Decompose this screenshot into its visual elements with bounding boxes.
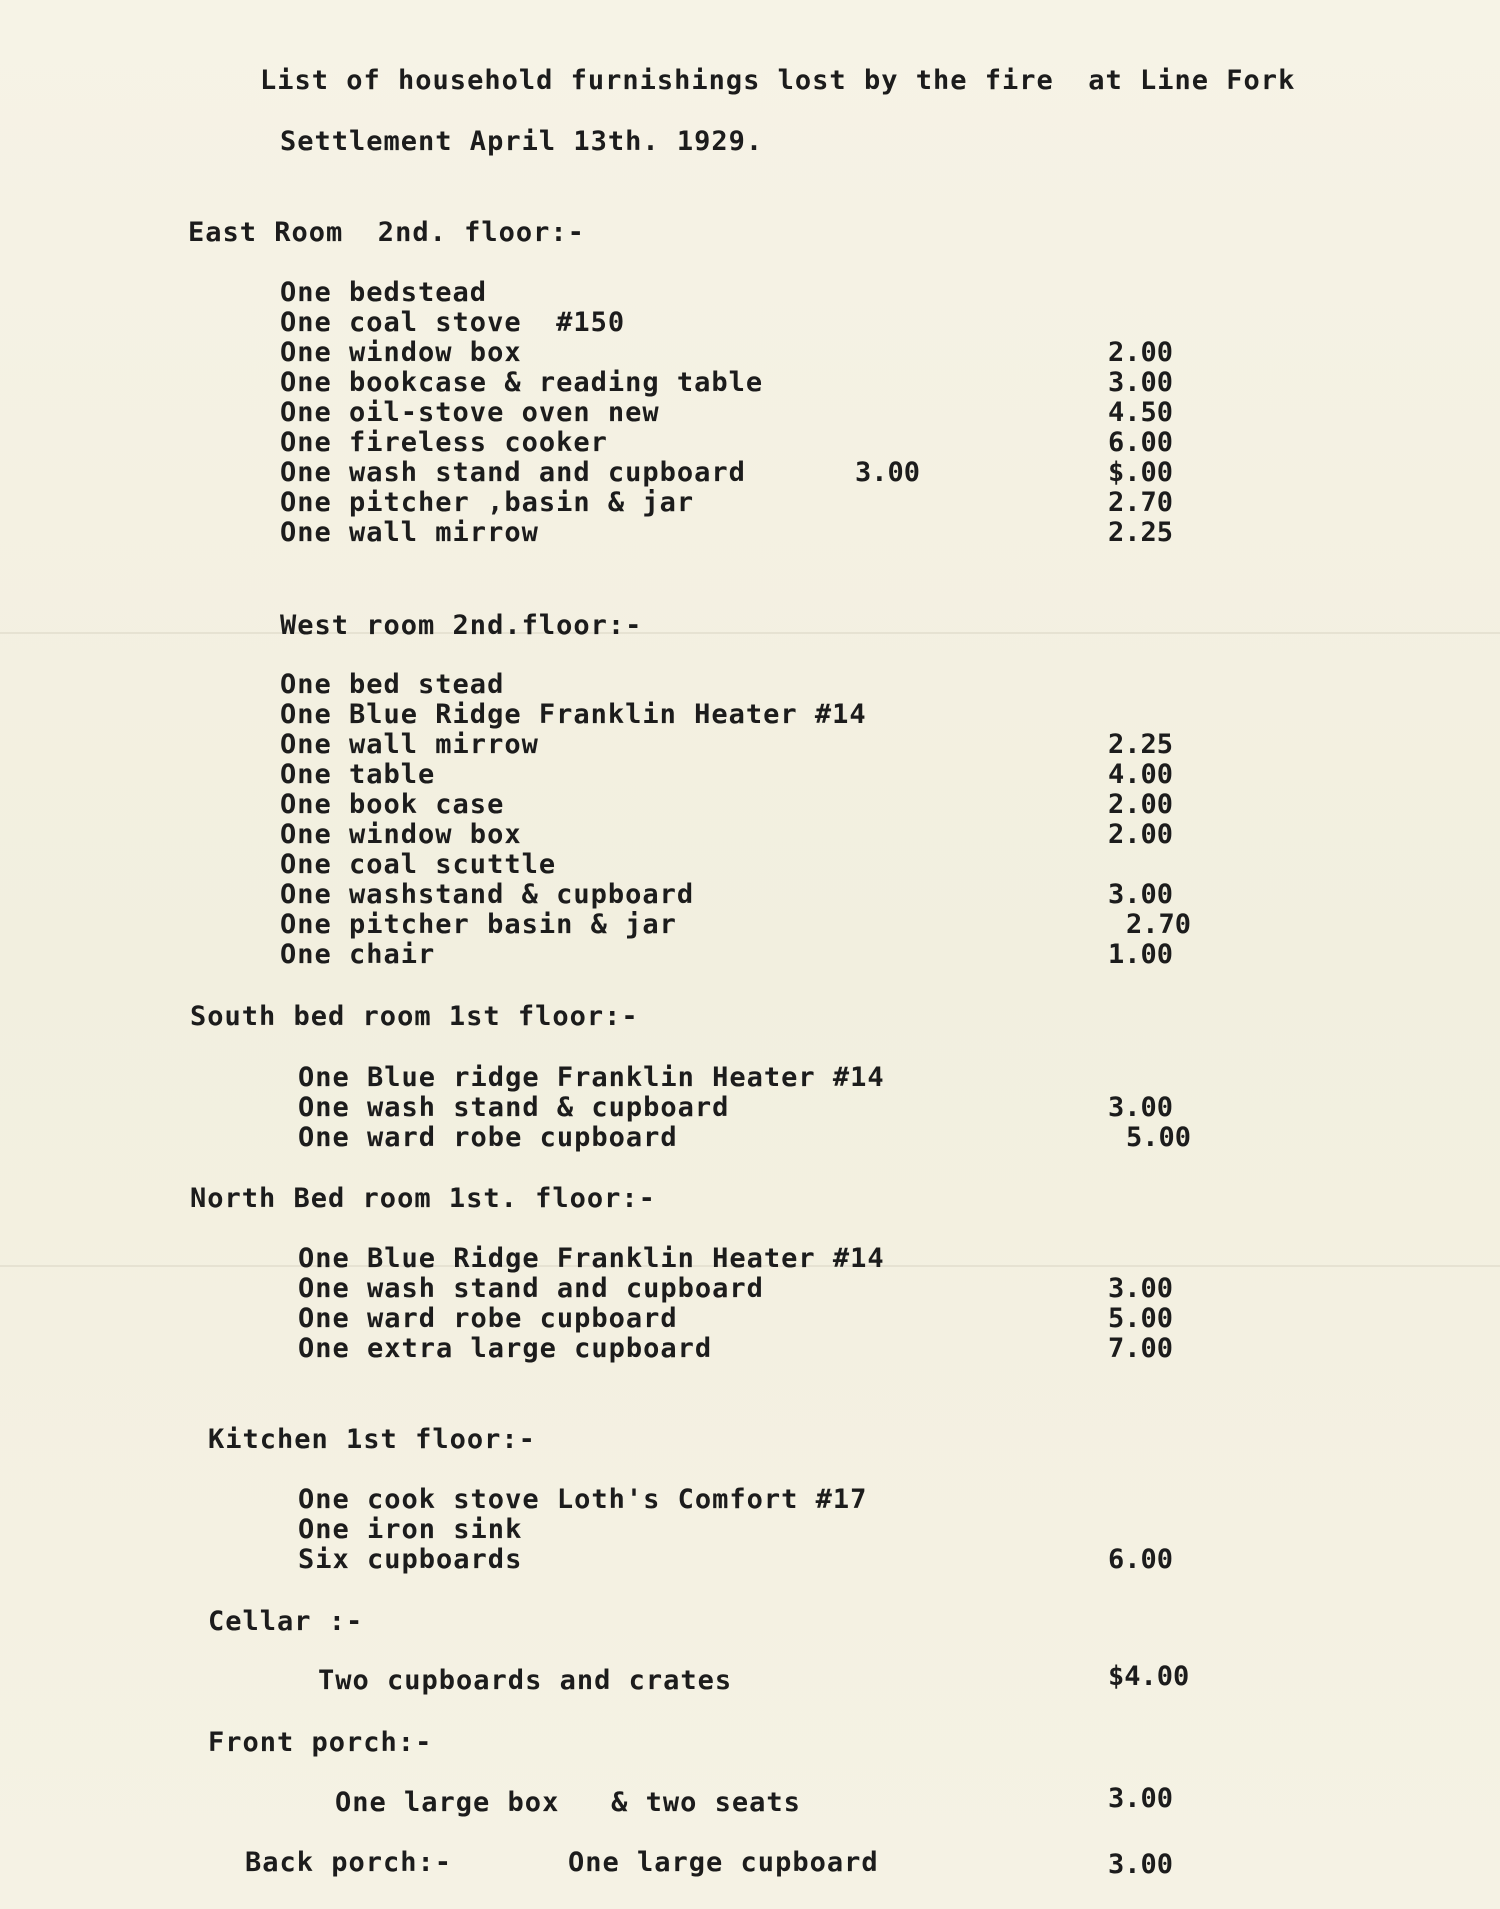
- list-item: One wash stand & cupboard: [298, 1092, 730, 1123]
- item-amount: 3.00: [1108, 367, 1174, 398]
- section-heading-kitchen: Kitchen 1st floor:-: [208, 1424, 536, 1455]
- list-item: One Blue Ridge Franklin Heater #14: [280, 699, 867, 730]
- list-item: One window box: [280, 337, 522, 368]
- item-amount: 2.70: [1108, 487, 1174, 518]
- item-amount: 3.00: [1108, 1783, 1174, 1814]
- list-item: One large cupboard: [568, 1847, 879, 1878]
- item-amount: $.00: [1108, 457, 1174, 488]
- list-item: One pitcher ,basin & jar: [280, 487, 695, 518]
- item-amount: 2.70: [1126, 909, 1192, 940]
- item-amount: 2.25: [1108, 729, 1174, 760]
- list-item: One pitcher basin & jar: [280, 909, 677, 940]
- item-amount: 3.00: [1108, 1273, 1174, 1304]
- list-item: One Blue ridge Franklin Heater #14: [298, 1062, 885, 1093]
- item-amount: 2.25: [1108, 517, 1174, 548]
- item-amount: 2.00: [1108, 789, 1174, 820]
- list-item: One wash stand and cupboard: [298, 1273, 764, 1304]
- section-heading-east-room: East Room 2nd. floor:-: [188, 217, 585, 248]
- item-amount: 5.00: [1108, 1303, 1174, 1334]
- item-amount: 5.00: [1126, 1122, 1192, 1153]
- list-item: One cook stove Loth's Comfort #17: [298, 1484, 868, 1515]
- section-heading-north-bed-room: North Bed room 1st. floor:-: [190, 1183, 656, 1214]
- list-item: One bookcase & reading table: [280, 367, 764, 398]
- item-amount: 3.00: [1108, 1092, 1174, 1123]
- list-item: One bed stead: [280, 669, 505, 700]
- section-heading-south-bed-room: South bed room 1st floor:-: [190, 1001, 639, 1032]
- item-amount: 4.50: [1108, 397, 1174, 428]
- item-amount: 6.00: [1108, 1544, 1174, 1575]
- title-line-1: List of household furnishings lost by the fire at Line Fork: [260, 65, 1296, 96]
- item-amount: 2.00: [1108, 337, 1174, 368]
- list-item: One coal scuttle: [280, 849, 557, 880]
- item-amount: 7.00: [1108, 1333, 1174, 1364]
- list-item: One coal stove #150: [280, 307, 626, 338]
- list-item: One wash stand and cupboard: [280, 457, 746, 488]
- list-item: One book case: [280, 789, 505, 820]
- paper-fold-line: [0, 632, 1500, 634]
- item-amount: 1.00: [1108, 939, 1174, 970]
- list-item: Two cupboards and crates: [318, 1665, 733, 1696]
- list-item: One iron sink: [298, 1514, 523, 1545]
- list-item: One wall mirrow: [280, 517, 539, 548]
- list-item: One bedstead: [280, 277, 488, 308]
- list-item: One table: [280, 759, 436, 790]
- list-item: One extra large cupboard: [298, 1333, 713, 1364]
- list-item: One large box & two seats: [335, 1787, 801, 1818]
- item-amount: 4.00: [1108, 759, 1174, 790]
- item-amount: 2.00: [1108, 819, 1174, 850]
- item-amount: 6.00: [1108, 427, 1174, 458]
- section-heading-back-porch: Back porch:-: [245, 1847, 453, 1878]
- section-heading-cellar: Cellar :-: [208, 1606, 364, 1637]
- list-item: One Blue Ridge Franklin Heater #14: [298, 1243, 885, 1274]
- list-item: Six cupboards: [298, 1544, 523, 1575]
- section-heading-front-porch: Front porch:-: [208, 1727, 433, 1758]
- item-amount: 3.00: [1108, 1849, 1174, 1880]
- list-item: One window box: [280, 819, 522, 850]
- list-item: One washstand & cupboard: [280, 879, 695, 910]
- list-item: One ward robe cupboard: [298, 1303, 678, 1334]
- list-item: One wall mirrow: [280, 729, 539, 760]
- item-mid-amount: 3.00: [855, 457, 921, 488]
- list-item: One ward robe cupboard: [298, 1122, 678, 1153]
- list-item: One oil-stove oven new: [280, 397, 660, 428]
- item-amount: 3.00: [1108, 879, 1174, 910]
- section-heading-west-room: West room 2nd.floor:-: [280, 610, 643, 641]
- title-line-2: Settlement April 13th. 1929.: [280, 126, 764, 157]
- list-item: One fireless cooker: [280, 427, 608, 458]
- list-item: One chair: [280, 939, 436, 970]
- item-amount: $4.00: [1108, 1661, 1190, 1692]
